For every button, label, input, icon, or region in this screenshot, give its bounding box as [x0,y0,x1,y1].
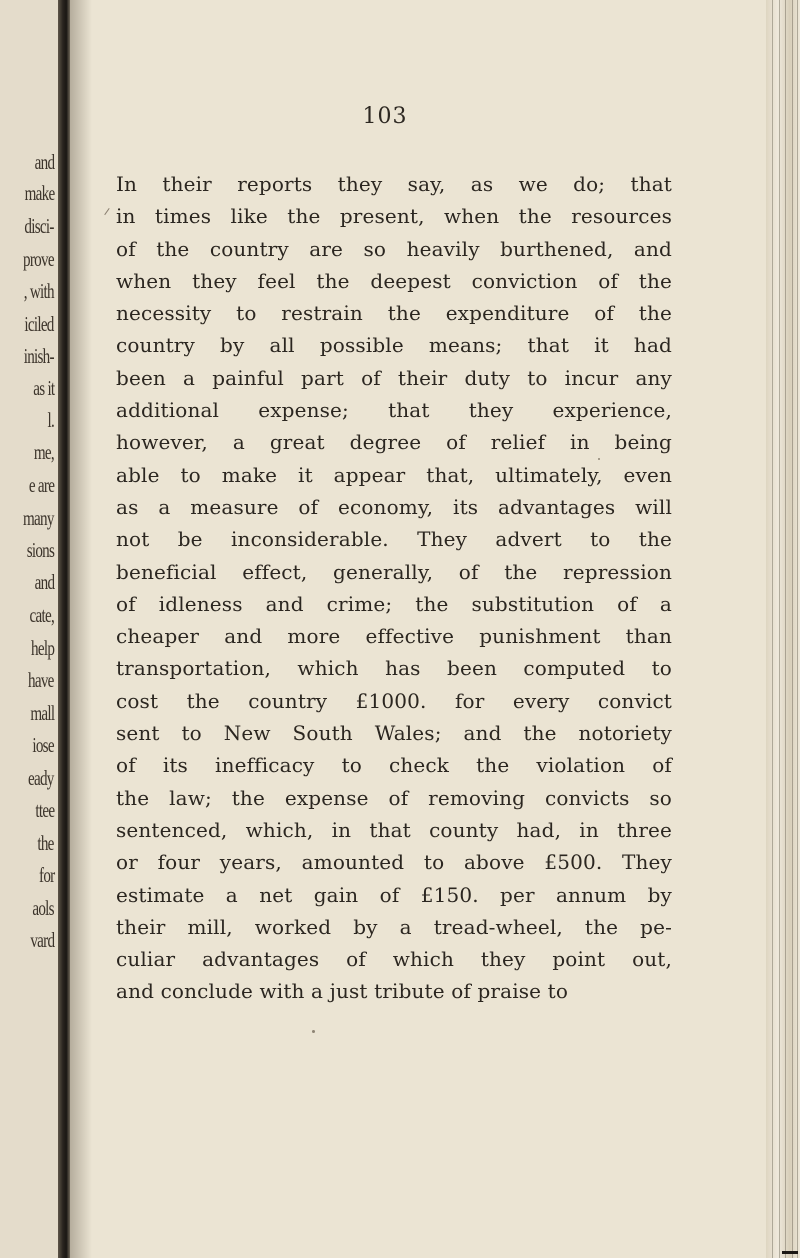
previous-page-fragment: and [34,570,54,594]
text-line: sent to New South Wales; and the notoriety [116,721,672,746]
margin-mark [104,208,114,218]
page-right-edge [766,0,800,1258]
corner-mark [782,1251,798,1254]
text-line: of idleness and crime; the substitution of a [116,591,672,616]
previous-page-fragment: aols [32,896,54,920]
text-line: sentenced, which, in that county had, in three [116,817,672,842]
text-line: when they feel the deepest conviction of the [116,268,672,293]
text-line: additional expense; that they experience, [116,398,672,423]
previous-page-fragment: the [37,831,54,855]
previous-page-fragment: mall [30,701,54,725]
paper-speck [598,458,600,460]
text-line: culiar advantages of which they point out, [116,947,672,972]
text-line: and conclude with a just tribute of praise to [116,979,569,1004]
text-line: transportation, which has been computed to [116,656,672,681]
previous-page-fragment: for [38,863,54,887]
previous-page-fragment: inish- [23,344,54,368]
text-line: beneficial effect, generally, of the repression [116,559,672,584]
gutter-shadow [70,0,92,1258]
previous-page-fragment: many [23,506,54,530]
previous-page-fragment: prove [23,247,54,271]
text-line: estimate a net gain of £150. per annum by [116,882,672,907]
text-line: country by all possible means; that it had [116,333,672,358]
text-line: of its inefficacy to check the violation of [116,753,672,778]
previous-page-fragment: sions [26,538,54,562]
text-line: in times like the present, when the resources [116,204,672,229]
paper-speck [312,1030,315,1033]
text-line: or four years, amounted to above £500. They [116,850,672,875]
previous-page-fragment: make [24,181,54,205]
previous-page-fragment: help [30,636,54,660]
text-line: necessity to restrain the expenditure of the [116,301,672,326]
previous-page-fragment: l. [47,408,54,432]
text-line: of the country are so heavily burthened, and [116,236,672,261]
previous-page-fragment: disci- [24,214,54,238]
text-line: their mill, worked by a tread-wheel, the pe- [116,914,672,939]
previous-page-fragment: me, [33,440,54,464]
previous-page-fragment: ttee [35,798,54,822]
previous-page-fragment: iose [32,733,54,757]
text-line: as a measure of economy, its advantages will [116,494,672,519]
previous-page-fragment: have [28,668,54,692]
previous-page-fragment: cate, [29,603,54,627]
previous-page-fragment: vard [30,928,54,952]
previous-page-fragment: iciled [24,312,54,336]
book-gutter [58,0,70,1258]
text-line: not be inconsiderable. They advert to the [116,527,672,552]
text-line: cost the country £1000. for every convict [116,688,672,713]
text-line: In their reports they say, as we do; that [116,172,672,196]
previous-page-fragment: , with [23,279,54,303]
text-line: the law; the expense of removing convicts so [116,785,672,810]
previous-page-fragment: e are [28,473,54,497]
previous-page-fragment: as it [32,376,54,400]
text-line: been a painful part of their duty to incur any [116,365,672,390]
text-line: able to make it appear that, ultimately, even [116,462,672,487]
page-number: 103 [362,104,408,129]
previous-page-edge [0,0,58,1258]
text-line: however, a great degree of relief in being [116,430,672,455]
body-text [116,168,672,1008]
previous-page-fragment: eady [28,766,54,790]
text-line: cheaper and more effective punishment than [116,624,672,649]
previous-page-fragment: and [34,150,54,174]
